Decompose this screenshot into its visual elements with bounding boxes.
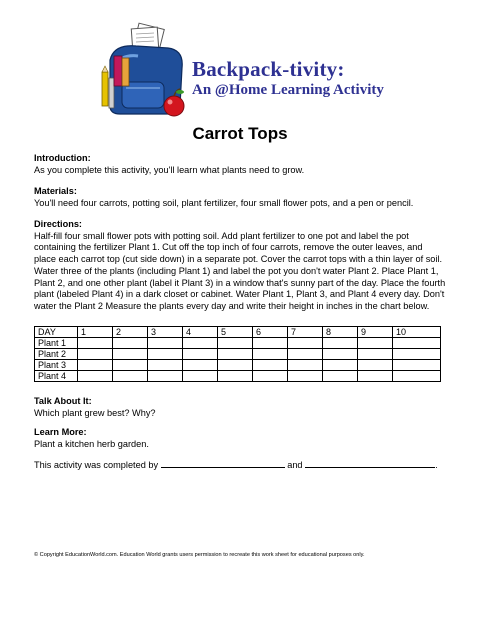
directions-heading: Directions:: [34, 219, 82, 229]
directions-text: Half-fill four small flower pots with potting soil. Add plant fertilizer to one pot and label the pot containing the fertilizer Plant 1. Cut off the top inch of four carrots, remove the outer leaves, and place each carrot top (cut side down) in a separate pot. Cover the carrot tops with a thin layer of soil. Water three of the plants (including Plant 1) and label the pot you don't water Plant 2. Place Plant 1, Plant 2, and one other plant (label it Plant 3) in a window that's sunny part of the day. Place the fourth plant (labeled Plant 4) in a dark closet or cabinet. Water Plant 1, Plant 3, and Plant 4 every day. Don't water the Plant 2 Measure the plants every day and write their height in inches in the chart below.: [34, 230, 446, 311]
row-label: Plant 4: [35, 371, 78, 382]
table-cell: [393, 360, 441, 371]
table-cell: [253, 349, 288, 360]
table-row: [35, 349, 441, 360]
table-header-cell: 9: [358, 327, 393, 338]
table-cell: [183, 349, 218, 360]
table-cell: [218, 338, 253, 349]
table-cell: [393, 371, 441, 382]
completion-prefix: This activity was completed by: [34, 460, 159, 470]
table-cell: [393, 338, 441, 349]
table-cell: [183, 360, 218, 371]
learn-more-heading: Learn More:: [34, 427, 87, 437]
brand-subtitle: An @Home Learning Activity: [192, 82, 384, 98]
copyright-notice: © Copyright EducationWorld.com. Education World grants users permission to recreate this work sheet for educational purposes only.: [34, 552, 365, 558]
table-cell: [323, 349, 358, 360]
table-header-cell: 6: [253, 327, 288, 338]
table-cell: [358, 338, 393, 349]
table-row: [35, 338, 441, 349]
introduction-text: As you complete this activity, you'll learn what plants need to grow.: [34, 164, 305, 175]
table-row: [35, 371, 441, 382]
row-label: Plant 2: [35, 349, 78, 360]
table-cell: [218, 349, 253, 360]
completion-period: .: [435, 460, 438, 470]
introduction-heading: Introduction:: [34, 153, 91, 163]
table-header-cell: 8: [323, 327, 358, 338]
table-cell: [148, 360, 183, 371]
table-cell: [358, 360, 393, 371]
table-header-cell: 7: [288, 327, 323, 338]
talk-about-it-text: Which plant grew best? Why?: [34, 407, 156, 418]
table-cell: [358, 371, 393, 382]
table-header-cell: 2: [113, 327, 148, 338]
table-cell: [148, 349, 183, 360]
table-cell: [148, 371, 183, 382]
talk-about-it-heading: Talk About It:: [34, 396, 92, 406]
table-header-cell: 3: [148, 327, 183, 338]
table-row: [35, 360, 441, 371]
materials-heading: Materials:: [34, 186, 77, 196]
table-header-cell: 10: [393, 327, 441, 338]
completion-and: and: [287, 460, 303, 470]
table-cell: [393, 349, 441, 360]
table-cell: [183, 338, 218, 349]
completion-line: [34, 458, 438, 470]
table-header-cell: 5: [218, 327, 253, 338]
table-cell: [78, 371, 113, 382]
table-header-cell: 1: [78, 327, 113, 338]
table-cell: [288, 360, 323, 371]
table-cell: [323, 371, 358, 382]
table-cell: [288, 349, 323, 360]
table-cell: [323, 338, 358, 349]
table-cell: [113, 349, 148, 360]
table-cell: [358, 349, 393, 360]
table-cell: [113, 371, 148, 382]
table-cell: [218, 371, 253, 382]
name-blank-1: [161, 458, 285, 468]
learn-more-text: Plant a kitchen herb garden.: [34, 438, 149, 449]
table-cell: [253, 338, 288, 349]
table-cell: [78, 349, 113, 360]
table-header-cell: DAY: [35, 327, 78, 338]
directions-section: [34, 219, 446, 313]
table-cell: [253, 371, 288, 382]
table-cell: [183, 371, 218, 382]
table-cell: [288, 338, 323, 349]
materials-section: [34, 186, 446, 209]
row-label: Plant 3: [35, 360, 78, 371]
table-cell: [78, 338, 113, 349]
table-cell: [288, 371, 323, 382]
learn-more-section: [34, 427, 446, 450]
row-label: Plant 1: [35, 338, 78, 349]
plant-height-table: [34, 326, 441, 382]
table-cell: [78, 360, 113, 371]
table-cell: [253, 360, 288, 371]
table-header-row: [35, 327, 441, 338]
talk-about-it-section: [34, 396, 446, 419]
backpack-logo: [96, 20, 196, 120]
materials-text: You'll need four carrots, potting soil, plant fertilizer, four small flower pots, and a pen or pencil.: [34, 197, 414, 208]
table-cell: [218, 360, 253, 371]
table-cell: [323, 360, 358, 371]
brand-title: Backpack-tivity:: [192, 57, 345, 81]
table-cell: [113, 360, 148, 371]
name-blank-2: [305, 458, 435, 468]
table-header-cell: 4: [183, 327, 218, 338]
table-cell: [113, 338, 148, 349]
table-cell: [148, 338, 183, 349]
introduction-section: [34, 153, 446, 176]
page-title: Carrot Tops: [192, 124, 288, 143]
